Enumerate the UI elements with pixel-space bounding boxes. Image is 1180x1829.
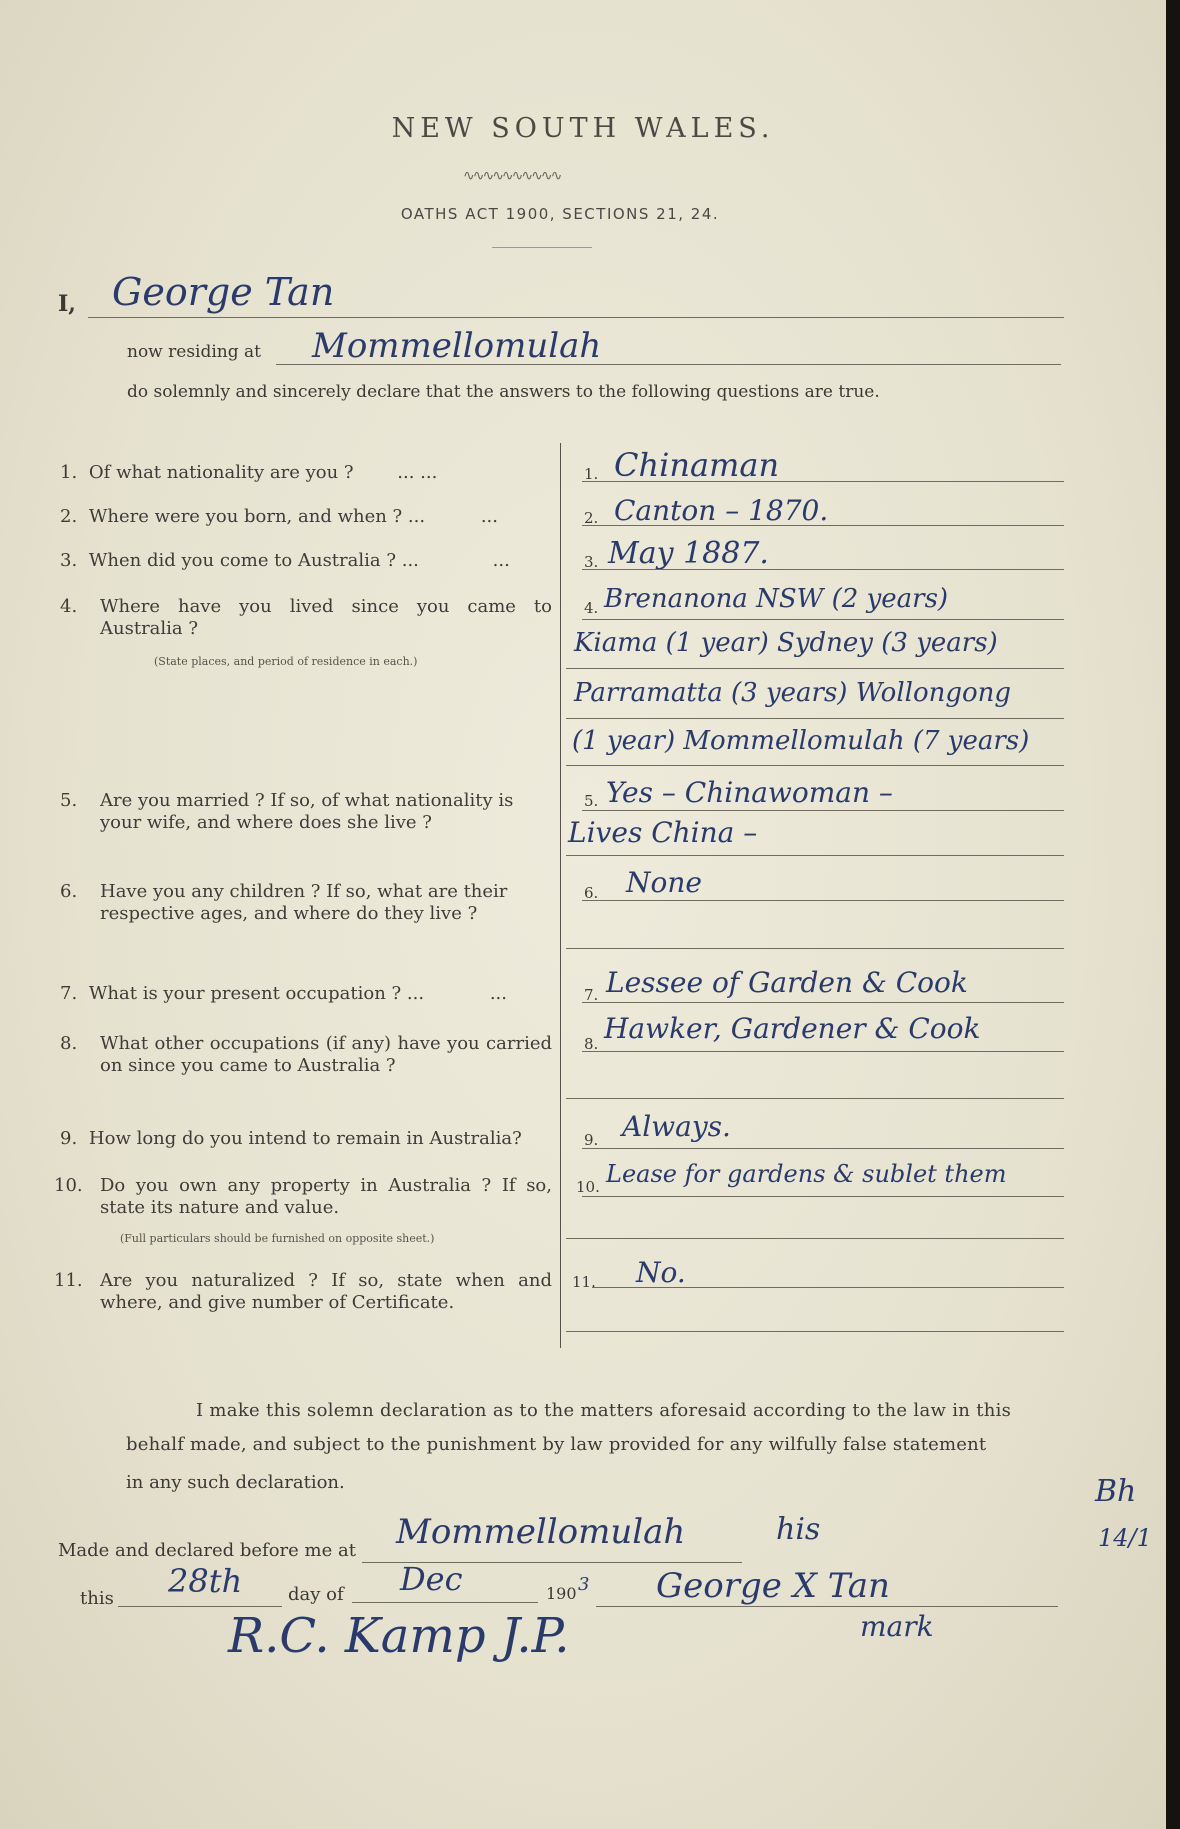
answer-number: 9.: [584, 1131, 599, 1149]
answer-6: None: [626, 866, 702, 899]
question-11-text: Are you naturalized ? If so, state when and where, and give number of Certificate.: [100, 1270, 552, 1313]
answer-5-line-2: Lives China –: [568, 816, 758, 849]
ornament-divider: ∿∿∿∿∿∿∿∿∿∿: [463, 168, 561, 184]
declaration-line-3: in any such declaration.: [126, 1472, 345, 1493]
answer-number: 6.: [584, 884, 599, 902]
question-text: Where were you born, and when ? ...: [88, 506, 426, 527]
month-value: Dec: [400, 1560, 463, 1598]
leader-dots: ...: [492, 550, 510, 571]
name-line: [88, 317, 1064, 318]
question-number: 5.: [60, 790, 78, 811]
question-number: 9.: [60, 1128, 78, 1149]
question-1: [60, 462, 550, 484]
act-reference: OATHS ACT 1900, SECTIONS 21, 24.: [400, 205, 720, 223]
question-4-note: (State places, and period of residence in each.): [154, 655, 418, 668]
answer-line: [566, 765, 1064, 766]
residence-value: Mommellomulah: [312, 326, 602, 366]
day-value: 28th: [168, 1562, 243, 1600]
declarant-name: George Tan: [112, 270, 335, 314]
question-number: 6.: [60, 881, 78, 902]
answer-10: Lease for gardens & sublet them: [606, 1160, 1007, 1188]
answer-line: [566, 1098, 1064, 1099]
answer-line: [582, 619, 1064, 620]
question-number: 10.: [54, 1175, 83, 1196]
question-3: [60, 550, 550, 572]
question-10-text: Do you own any property in Australia ? If so, state its nature and value.: [100, 1175, 552, 1218]
margin-note-1: Bh: [1095, 1474, 1137, 1509]
answer-9: Always.: [622, 1110, 731, 1143]
answer-11: No.: [636, 1256, 686, 1289]
answer-number: 3.: [584, 553, 599, 571]
answer-7: Lessee of Garden & Cook: [606, 966, 968, 999]
leader-dots: ...: [489, 983, 507, 1004]
scan-edge: [1166, 0, 1180, 1829]
answer-line: [582, 481, 1064, 482]
answer-number: 8.: [584, 1035, 599, 1053]
question-2: [60, 506, 550, 528]
leader-dots: ...: [480, 506, 498, 527]
declaration-line-2: behalf made, and subject to the punishment by law provided for any wilfully false statement: [126, 1434, 987, 1455]
declare-statement: do solemnly and sincerely declare that the answers to the following questions are true.: [127, 382, 880, 402]
mark-label: mark: [860, 1610, 934, 1643]
answer-line: [566, 718, 1064, 719]
declarant-prefix: I,: [58, 291, 76, 317]
question-text: When did you come to Australia ? ...: [88, 550, 419, 571]
answer-number: 11.: [572, 1273, 596, 1291]
answer-line: [582, 1196, 1064, 1197]
answer-4-line-2: Kiama (1 year) Sydney (3 years): [574, 628, 998, 658]
answer-2: Canton – 1870.: [614, 494, 829, 527]
question-7: [60, 983, 550, 1005]
divider-line: [492, 247, 592, 248]
answer-line: [582, 525, 1064, 526]
answer-4-line-3: Parramatta (3 years) Wollongong: [574, 678, 1012, 708]
answer-line: [582, 1051, 1064, 1052]
question-number: 8.: [60, 1033, 78, 1054]
question-10-note: (Full particulars should be furnished on opposite sheet.): [120, 1232, 435, 1245]
question-number: 3.: [60, 550, 78, 571]
answer-line: [582, 569, 1064, 570]
made-declared-label: Made and declared before me at: [58, 1540, 356, 1561]
answer-number: 7.: [584, 986, 599, 1004]
residence-line: [276, 364, 1061, 365]
answer-line: [582, 1148, 1064, 1149]
answer-8: Hawker, Gardener & Cook: [604, 1012, 981, 1045]
question-text: What is your present occupation ? ...: [88, 983, 425, 1004]
witness-signature: R.C. Kamp J.P.: [228, 1608, 570, 1664]
leader-dots: ... ...: [397, 462, 438, 483]
answer-3: May 1887.: [608, 536, 769, 571]
signature-line: [596, 1606, 1058, 1607]
question-9: [60, 1128, 560, 1150]
day-line: [118, 1606, 282, 1607]
question-4-text: Where have you lived since you came to Australia ?: [100, 596, 552, 639]
residing-label: now residing at: [127, 342, 262, 362]
year-suffix: 3: [578, 1574, 590, 1595]
answer-line: [592, 1287, 1064, 1288]
answer-4-line-4: (1 year) Mommellomulah (7 years): [572, 726, 1030, 756]
answer-line: [566, 1238, 1064, 1239]
answer-line: [566, 1331, 1064, 1332]
page-title: NEW SOUTH WALES.: [391, 113, 775, 144]
question-number: 7.: [60, 983, 78, 1004]
made-place: Mommellomulah: [396, 1512, 686, 1552]
answer-number: 5.: [584, 792, 599, 810]
day-of-label: day of: [288, 1584, 344, 1605]
question-5-text: Are you married ? If so, of what nationality is your wife, and where does she live ?: [100, 790, 514, 833]
answer-line: [566, 855, 1064, 856]
answer-number: 4.: [584, 599, 599, 617]
question-number: 11.: [54, 1270, 83, 1291]
declarant-signature: George X Tan: [656, 1566, 890, 1606]
answer-line: [566, 948, 1064, 949]
this-label: this: [80, 1588, 114, 1609]
month-line: [352, 1602, 538, 1603]
question-number: 2.: [60, 506, 78, 527]
question-number: 1.: [60, 462, 78, 483]
answer-number: 2.: [584, 509, 599, 527]
answer-number: 1.: [584, 465, 599, 483]
answer-4-line-1: Brenanona NSW (2 years): [604, 584, 949, 614]
question-number: 4.: [60, 596, 78, 617]
margin-note-2: 14/1: [1098, 1524, 1152, 1552]
answer-line: [566, 668, 1064, 669]
question-6-text: Have you any children ? If so, what are their respective ages, and where do they live ?: [100, 881, 508, 924]
question-text: How long do you intend to remain in Australia?: [88, 1128, 522, 1149]
answer-number: 10.: [576, 1178, 600, 1196]
answer-line: [582, 900, 1064, 901]
answer-1: Chinaman: [614, 446, 780, 484]
question-text: Of what nationality are you ?: [88, 462, 354, 483]
answer-line: [582, 1002, 1064, 1003]
answer-line: [582, 810, 1064, 811]
declaration-line-1: I make this solemn declaration as to the matters aforesaid according to the law in this: [196, 1400, 1012, 1421]
question-8-text: What other occupations (if any) have you carried on since you came to Australia ?: [100, 1033, 552, 1076]
answer-5-line-1: Yes – Chinawoman –: [606, 776, 893, 809]
his-label: his: [776, 1512, 821, 1547]
column-divider: [560, 443, 561, 1348]
year-prefix: 190: [546, 1584, 577, 1603]
